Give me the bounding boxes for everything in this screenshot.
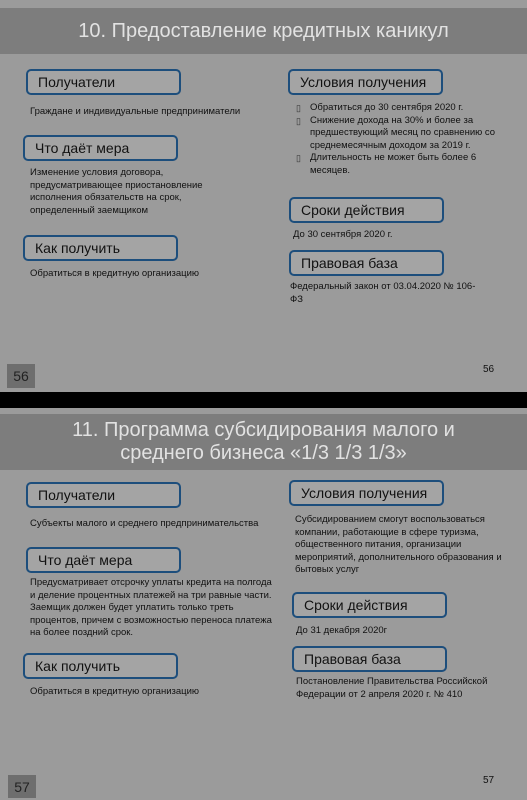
terms-text: До 30 сентября 2020 г. xyxy=(293,229,393,240)
howto-heading: Как получить xyxy=(23,235,178,261)
measure-text: Изменение условия договора, предусматривающее приостановление исполнения обязательств на срок, определенный заемщиком xyxy=(30,167,203,216)
conditions-heading: Условия получения xyxy=(289,480,444,506)
conditions-item: ▯ Длительность не может быть более 6 месяцев. xyxy=(296,152,506,177)
page-number: 57 xyxy=(483,775,495,786)
slide-title: 10. Предоставление кредитных каникул xyxy=(0,8,527,54)
recipients-heading: Получатели xyxy=(26,482,181,508)
slide-56 xyxy=(0,0,527,392)
legal-heading: Правовая база xyxy=(289,250,444,276)
conditions-list xyxy=(296,102,506,177)
howto-heading: Как получить xyxy=(23,653,178,679)
page-badge: 56 xyxy=(7,364,35,388)
terms-text: До 31 декабря 2020г xyxy=(296,625,388,636)
measure-heading: Что даёт мера xyxy=(23,135,178,161)
howto-text: Обратиться в кредитную организацию xyxy=(30,686,200,697)
conditions-item: ▯ Обратиться до 30 сентября 2020 г. xyxy=(296,102,506,115)
recipients-text: Граждане и индивидуальные предприниматели xyxy=(30,106,241,117)
legal-text: Постановление Правительства Российской Федерации от 2 апреля 2020 г. № 410 xyxy=(296,676,488,700)
legal-text: Федеральный закон от 03.04.2020 № 106-ФЗ xyxy=(290,281,476,305)
terms-heading: Сроки действия xyxy=(289,197,444,223)
legal-heading: Правовая база xyxy=(292,646,447,672)
slide-57 xyxy=(0,408,527,800)
recipients-heading: Получатели xyxy=(26,69,181,95)
conditions-text: Субсидированием смогут воспользоваться компании, работающие в сфере туризма, общественного питания, организации мероприятий, дополнительного образования и бытовых услуг xyxy=(295,514,502,575)
terms-heading: Сроки действия xyxy=(292,592,447,618)
measure-heading: Что даёт мера xyxy=(26,547,181,573)
recipients-text: Субъекты малого и среднего предпринимательства xyxy=(30,518,259,529)
howto-text: Обратиться в кредитную организацию xyxy=(30,268,200,279)
slide-title: 11. Программа субсидирования малого и среднего бизнеса «1/3 1/3 1/3» xyxy=(0,414,527,470)
page-badge: 57 xyxy=(8,775,36,798)
conditions-item: ▯ Снижение дохода на 30% и более за предшествующий месяц по сравнению со среднемесячным доходом за 2019 г. xyxy=(296,115,506,153)
measure-text: Предусматривает отсрочку уплаты кредита на полгода и деление процентных платежей на три равные части. Заемщик должен будет уплатить только треть процентов, причем с возможностью переноса платежа на более поздний срок. xyxy=(30,577,272,638)
conditions-heading: Условия получения xyxy=(288,69,443,95)
page-number: 56 xyxy=(483,364,495,375)
